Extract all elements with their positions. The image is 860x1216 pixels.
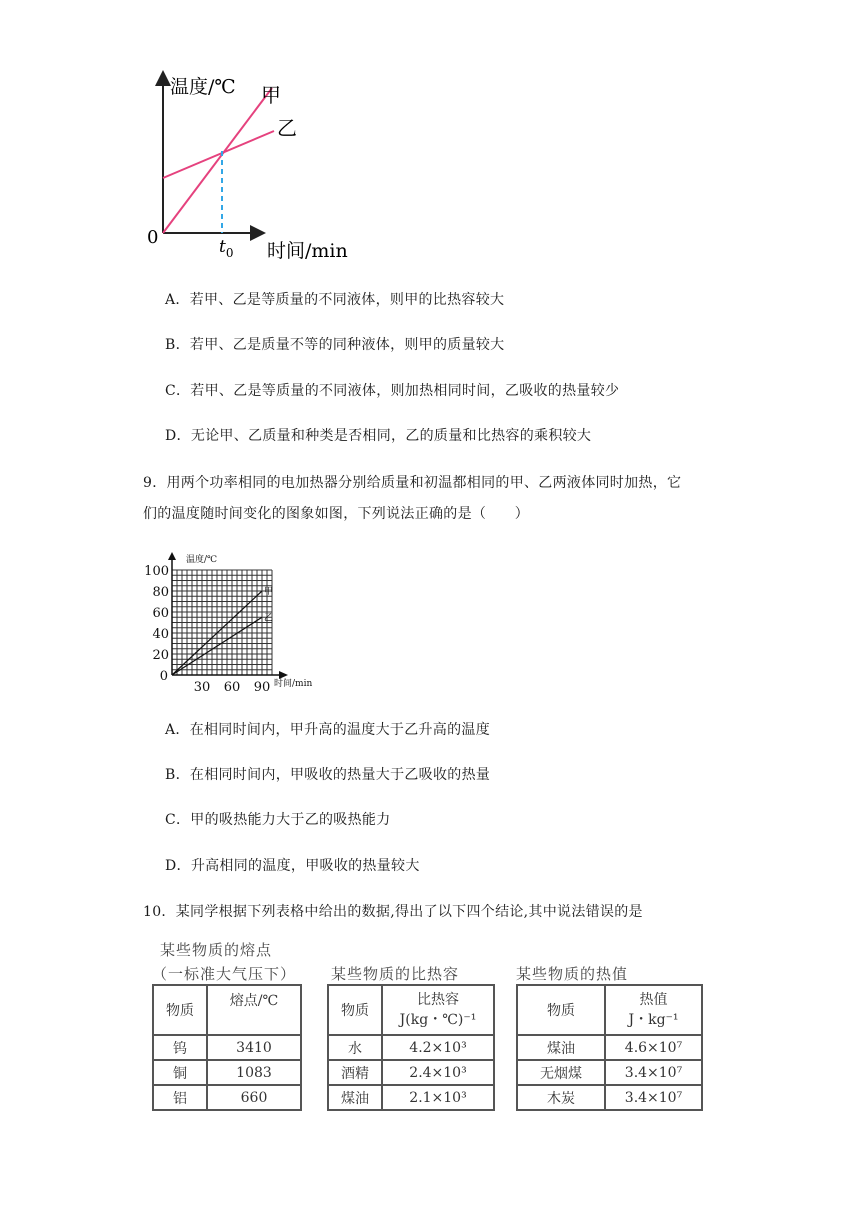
- table-cell: 3410: [207, 1035, 301, 1060]
- x-axis-label: 时间/min: [274, 679, 313, 689]
- table-header: 物质: [328, 985, 382, 1035]
- q10-stem: 10．某同学根据下列表格中给出的数据,得出了以下四个结论,其中说法错误的是: [143, 904, 643, 920]
- x-tick-label: 60: [223, 680, 241, 693]
- specific-heat-table-caption: 某些物质的比热容: [331, 965, 460, 983]
- y-axis-arrow: [168, 552, 176, 560]
- table-cell: 4.6×10⁷: [605, 1035, 702, 1060]
- y-tick-label: 100: [144, 564, 169, 579]
- table-cell: 3.4×10⁷: [605, 1085, 702, 1110]
- q9-chart: [140, 548, 330, 693]
- melting-table-caption: 某些物质的熔点: [160, 941, 273, 959]
- x-axis-arrow: [279, 671, 288, 679]
- q9-stem-line1: 9．用两个功率相同的电加热器分别给质量和初温都相同的甲、乙两液体同时加热，它: [143, 475, 682, 491]
- origin-label: 0: [147, 227, 159, 248]
- q8-option-c: C．若甲、乙是等质量的不同液体，则加热相同时间，乙吸收的热量较少: [165, 383, 620, 399]
- specific-heat-table: [327, 984, 495, 1111]
- chart-grid: [172, 570, 272, 675]
- x-axis-label: 时间/min: [267, 240, 348, 262]
- q9-option-c: C．甲的吸热能力大于乙的吸热能力: [165, 812, 391, 828]
- table-header: 物质: [153, 985, 207, 1035]
- melting-table-caption-sub: （一标准大气压下）: [152, 965, 297, 983]
- table-cell: 2.1×10³: [382, 1085, 494, 1110]
- heat-value-table-caption: 某些物质的热值: [516, 965, 629, 983]
- table-header-unit: J・kg⁻¹: [628, 1012, 679, 1028]
- table-cell: 铝: [153, 1085, 207, 1110]
- series-label-yi: 乙: [264, 613, 274, 624]
- q9-option-b: B．在相同时间内，甲吸收的热量大于乙吸收的热量: [165, 767, 491, 783]
- y-tick-label: 60: [152, 606, 169, 621]
- line-jia-label: 甲: [261, 83, 281, 107]
- q8-option-b: B．若甲、乙是质量不等的同种液体，则甲的质量较大: [165, 337, 505, 353]
- y-axis-label: 温度/℃: [170, 76, 236, 98]
- chart-labels: [186, 553, 312, 689]
- y-tick-label: 20: [152, 648, 169, 663]
- q9-option-a: A．在相同时间内，甲升高的温度大于乙升高的温度: [165, 722, 491, 738]
- table-cell: 煤油: [517, 1035, 605, 1060]
- graph-1: [140, 60, 370, 270]
- table-cell: 4.2×10³: [382, 1035, 494, 1060]
- x-tick-label: 30: [193, 680, 211, 693]
- x-tick-label: 90: [253, 680, 271, 693]
- table-cell: 2.4×10³: [382, 1060, 494, 1085]
- q8-option-d: D．无论甲、乙质量和种类是否相同，乙的质量和比热容的乘积较大: [165, 428, 592, 444]
- y-tick-label: 80: [152, 585, 169, 600]
- table-cell: 钨: [153, 1035, 207, 1060]
- y-axis-label: 温度/℃: [186, 555, 218, 565]
- q9-stem-line2: 们的温度随时间变化的图象如图，下列说法正确的是（ ）: [143, 506, 530, 522]
- table-cell: 无烟煤: [517, 1060, 605, 1085]
- table-header: 物质: [517, 985, 605, 1035]
- t0-subscript: 0: [225, 246, 234, 260]
- line-jia: [163, 88, 272, 233]
- table-cell: 660: [207, 1085, 301, 1110]
- table-header: 热值: [639, 992, 668, 1008]
- table-cell: 煤油: [328, 1085, 382, 1110]
- origin-label: 0: [159, 669, 168, 684]
- heat-value-table: [516, 984, 703, 1111]
- table-cell: 水: [328, 1035, 382, 1060]
- y-tick-label: 40: [152, 627, 169, 642]
- t0-label: $t_0$: [219, 237, 234, 260]
- line-yi: [163, 131, 274, 178]
- table-cell: 3.4×10⁷: [605, 1060, 702, 1085]
- table-header-cell: [605, 985, 702, 1035]
- series-label-jia: 甲: [264, 587, 274, 597]
- table-header: 熔点/℃: [207, 985, 301, 1035]
- line-yi-label: 乙: [277, 116, 297, 140]
- table-cell: 酒精: [328, 1060, 382, 1085]
- table-header: 比热容: [417, 992, 459, 1008]
- table-header-unit: J(kg・℃)⁻¹: [399, 1012, 477, 1028]
- melting-point-table: [152, 984, 302, 1111]
- table-cell: 木炭: [517, 1085, 605, 1110]
- table-cell: 1083: [207, 1060, 301, 1085]
- table-cell: 铜: [153, 1060, 207, 1085]
- q8-option-a: A．若甲、乙是等质量的不同液体，则甲的比热容较大: [165, 292, 505, 308]
- q9-option-d: D．升高相同的温度，甲吸收的热量较大: [165, 858, 420, 874]
- table-header-cell: [382, 985, 494, 1035]
